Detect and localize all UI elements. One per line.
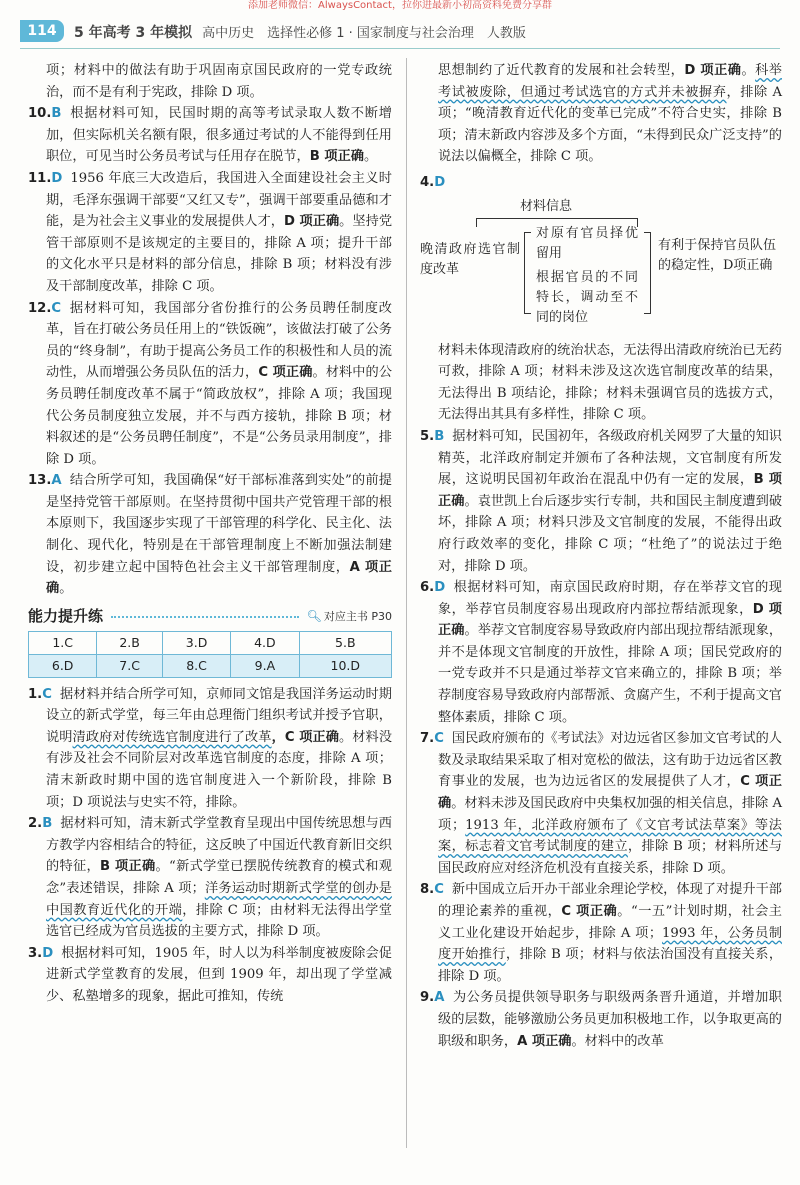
diagram-conclusion: 有利于保持官员队伍的稳定性，D项正确 (658, 237, 776, 273)
answer-key-cell: 2.B (97, 632, 163, 655)
answer-letter: D (51, 170, 63, 186)
answer-letter: C (42, 686, 52, 702)
explanation-text: 根据材料可知，民国时期的高等考试录取人数不断增加，但实际机关名额有限，很多通过考试的人不能得到任用职位，可见当时公务员考试与任用存在脱节， (46, 106, 392, 165)
question-number: 12. (28, 300, 52, 316)
subject-title: 高中历史 选择性必修 1 · 国家制度与社会治理 人教版 (202, 26, 526, 41)
diagram-title: 材料信息 (520, 198, 573, 214)
header-rule (20, 48, 780, 49)
explanation-text: 国民政府颁布的《考试法》对边远省区参加文官考试的人数及录取结果采取了相对宽松的做法，这有助于边远省区教育事业的发展，也为边远省区的发展提供了人才， (438, 731, 782, 790)
answer-1-explanation (28, 684, 392, 814)
explanation-text: 思想制约了近代教育的发展和社会转型， (438, 63, 685, 78)
explanation-text: 据材料可知，我国部分省份推行的公务员聘任制度改革，旨在打破公务员任用上的“铁饭碗”，该做法打破了公务员的“终身制”，有助于提高公务员工作的积极性和人员的流动性，从而增强公务员队伍的活力， (46, 300, 392, 381)
search-icon: 🔍︎ (306, 608, 322, 623)
question-number: 5. (420, 428, 435, 444)
question-13-explanation (28, 470, 392, 600)
correct-option: C 项正确 (258, 365, 313, 381)
answer-letter: A (434, 990, 445, 1006)
page-number: 114 (20, 20, 64, 42)
correct-option: B 项正确 (309, 149, 364, 165)
answer-5-explanation (420, 426, 782, 577)
explanation-text: 。袁世凯上台后逐步实行专制，共和国民主制度遭到破坏，排除 A 项；材料只涉及文官制度的发展，不能得出政府行政效率的变化，排除 C 项；“杜绝了”的说法过于绝对，排除 D 项。 (438, 493, 783, 574)
diagram-right-brace (644, 232, 651, 314)
diagram-left-box: 晚清政府选官制度改革 (420, 241, 520, 277)
explanation-text: ，排除 B 项；材料所述与国民政府应对经济危机没有直接关系，排除 D 项。 (438, 839, 783, 876)
answer-letter: B (51, 106, 62, 122)
question-number: 11. (28, 170, 52, 186)
answer-key-row (29, 655, 392, 678)
explanation-text: 。材料未涉及国民政府中央集权加强的相关信息，排除 A 项； (438, 796, 783, 833)
answer-letter: B (434, 428, 445, 444)
correct-option: ，C 项正确 (271, 729, 340, 745)
page-header (0, 14, 800, 50)
correct-option: A 项正确 (46, 559, 392, 597)
answer-letter: D (434, 580, 446, 596)
explanation-text: 据材料可知，清末新式学堂教育呈现出中国传统思想与西方教学内容相结合的特征，这反映了中国近代教育新旧交织的特征， (46, 816, 392, 875)
question-11-explanation (28, 168, 392, 298)
question-number: 13. (28, 473, 52, 489)
answer-key-cell: 4.D (231, 632, 299, 655)
section-title: 能力提升练 (28, 606, 104, 625)
continued-paragraph: 项；材料中的做法有助于巩固南京国民政府的一党专政统治，而不是有利于宪政，排除 D 项。 (46, 63, 392, 100)
answer-key-cell: 6.D (29, 655, 97, 678)
diagram-item-2: 根据官员的不同特长，调动至不同的岗位 (536, 269, 638, 325)
continued-paragraph (420, 60, 782, 168)
underlined-fact: 科举考试被废除，但通过考试选官的方式并未被摒弃 (438, 63, 782, 100)
right-column (420, 60, 782, 1052)
answer-8-explanation (420, 879, 782, 987)
explanation-text: 新中国成立后开办干部业余理论学校，体现了对提升干部的理论素养的重视， (438, 882, 782, 919)
answer-key-cell: 3.D (162, 632, 230, 655)
answer-key-cell: 7.C (97, 655, 163, 678)
answer-key-row (29, 632, 392, 655)
answer-letter: A (51, 473, 62, 489)
answer-letter: C (434, 882, 444, 898)
question-number: 8. (420, 882, 435, 898)
answer-letter: C (434, 731, 444, 747)
explanation-text: 。“新式学堂已摆脱传统教育的模式和观念”表述错误，排除 A 项； (46, 859, 392, 896)
question-10-explanation (28, 103, 392, 168)
explanation-text: 。举荐文官制度容易导致政府内部出现拉帮结派现象，并不是体现文官制度的开放性，排除 A 项；国民党政府的一党专政并不只是通过举荐文官来确立的，排除 B 项；举荐制度容易导致政府内部帮派、贪腐产生，不利于提高文官整体素质，排除 C 项。 (438, 623, 783, 725)
answer-4-explanation: 材料未体现清政府的统治状态，无法得出清政府统治已无药可救，排除 A 项；材料未涉及这次选官制度改革的结果，无法得出 B 项结论，排除；材料未强调官员的选拔方式，无法得出其具有多样性，排除 C 项。 (438, 342, 782, 423)
diagram-item-1: 对原有官员择优留用 (536, 225, 638, 261)
running-title (74, 22, 526, 42)
question-number: 10. (28, 106, 52, 122)
section-dotted-rule (111, 616, 299, 618)
answer-letter: D (434, 174, 446, 190)
answer-2-explanation (28, 813, 392, 943)
column-divider (406, 58, 407, 1148)
question-number: 7. (420, 731, 435, 747)
answer-7-explanation (420, 728, 782, 879)
explanation-text: 。“一五”计划时期，社会主义工业化建设开始起步，排除 A 项； (438, 904, 782, 941)
explanation-text: ，排除 A 项；“晚清教育近代化的变革已完成”不符合史实，排除 B 项；清末新政内容涉及多个方面，“未得到民众广泛支持”的说法以偏概全，排除 C 项。 (438, 84, 782, 165)
answer-key-cell: 5.B (299, 632, 391, 655)
watermark-text: 添加老师微信：AlwaysContact，拉你进最新小初高资料免费分享群 (248, 0, 552, 11)
correct-option: D 项正确 (684, 63, 742, 78)
correct-option: C 项正确 (561, 904, 618, 919)
explanation-text: 。材料中的公务员聘任制度改革不属于“简政放权”，排除 A 项；我国现代公务员制度独立发展，并不与西方接轨，排除 B 项；材料叙述的是“公务员聘任制度”，不是“公务员录用制度”，排除 D 项。 (46, 365, 393, 467)
explanation-text: 据材料并结合所学可知，京师同文馆是我国洋务运动时期设立的新式学堂，每三年由总理衙门组织考试并授予官职，说明 (46, 686, 392, 745)
question-number: 9. (420, 990, 435, 1006)
correct-option: A 项正确 (517, 1033, 572, 1049)
answer-letter: D (42, 945, 54, 961)
answer-key-cell: 9.A (231, 655, 299, 678)
explanation-text: 。 (741, 63, 756, 78)
explanation-text: 。材料没有涉及社会不同阶层对改革选官制度的态度，排除 A 项；清末新政时期中国的选官制度进入一个新阶段，排除 B 项；D 项说法与史实不符，排除。 (46, 729, 393, 810)
answer-letter: B (42, 816, 53, 832)
question-number: 6. (420, 580, 435, 596)
answer-key-cell: 8.C (162, 655, 230, 678)
explanation-text: 根据材料可知，南京国民政府时期，存在举荐文官的现象，举荐官员制度容易出现政府内部拉帮结派现象， (438, 580, 782, 617)
correct-option: C 项正确 (438, 774, 782, 812)
answer-key-cell: 10.D (299, 655, 391, 678)
explanation-text: 据材料可知，民国初年，各级政府机关网罗了大量的知识精英，北洋政府制定并颁布了各种法规，文官制度有所发展，这说明民国初年政治在混乱中仍有一定的发展， (438, 428, 782, 488)
answer-9-explanation (420, 987, 782, 1052)
correct-option: B 项正确 (438, 472, 782, 509)
question-number: 3. (28, 945, 43, 961)
answer-4-heading (420, 172, 782, 194)
explanation-text: 为公务员提供领导职务与职级两条晋升通道，并增加职级的层数，能够激励公务员更加积极地工作，以争取更高的职级和职务， (438, 990, 782, 1049)
underlined-fact: 1913 年，北洋政府颁布了《文官考试法草案》等法案，标志着文官考试制度的建立 (438, 817, 782, 855)
explanation-text: 1956 年底三大改造后，我国进入全面建设社会主义时期，毛泽东强调干部要“又红又专”，强调干部要重品德和才能，是为社会主义事业的发展提供人才， (46, 170, 392, 230)
explanation-text: 根据材料可知，1905 年，时人以为科举制度被废除会促进新式学堂教育的发展，但到 1909 年，却出现了学堂减少、私塾增多的现象，据此可推知，传统 (46, 945, 392, 1004)
underlined-fact: 洋务运动时期新式学堂的创办是中国教育近代化的开端 (46, 880, 392, 918)
answer-key-cell: 1.C (29, 632, 97, 655)
diagram-left-brace (524, 232, 531, 314)
underlined-fact: 清政府对传统选官制度进行了改革 (72, 729, 272, 745)
explanation-text: ，排除 C 项；由材料无法得出学堂选官已经成为官员选拔的主要方式，排除 D 项。 (46, 902, 392, 940)
explanation-text: 结合所学可知，我国确保“好干部标准落到实处”的前提是坚持党管干部原则。在坚持贯彻中国共产党管理干部的根本原则下，我国逐步实现了干部管理的科学化、民主化、法制化、现代化，特别是在干部管理制度上不断加强法制建设，初步建立起中国特色社会主义干部管理制度， (46, 473, 392, 575)
answer-6-explanation (420, 577, 782, 728)
explanation-text: 。坚持党管干部原则不是该规定的主要目的，排除 A 项；提升干部的文化水平只是材料的部分信息，排除 B 项；材料没有涉及干部制度改革，排除 C 项。 (46, 214, 393, 294)
explanation-text: 。 (363, 149, 378, 165)
underlined-fact: 1993 年，公务员制度开始推行 (438, 925, 782, 963)
correct-option: D 项正确 (283, 214, 340, 230)
explanation-text: 。材料中的改革 (571, 1033, 664, 1049)
explanation-text: ，排除 B 项；材料与依法治国没有直接关系，排除 D 项。 (438, 947, 783, 984)
section-heading (28, 606, 392, 628)
answer-3-explanation (28, 943, 392, 1008)
question-number: 1. (28, 686, 43, 702)
question-number: 4. (420, 174, 435, 190)
explanation-text: 。 (59, 581, 73, 597)
correct-option: D 项正确 (438, 601, 782, 639)
material-info-diagram (420, 196, 782, 336)
question-number: 2. (28, 816, 43, 832)
answer-key-table (28, 631, 392, 677)
left-column (28, 60, 392, 1008)
question-12-explanation (28, 298, 392, 471)
section-reference: 对应主书 P30 (323, 609, 392, 623)
correct-option: B 项正确 (100, 859, 156, 875)
answer-letter: C (51, 300, 62, 316)
book-title: 5 年高考 3 年模拟 (74, 25, 193, 41)
